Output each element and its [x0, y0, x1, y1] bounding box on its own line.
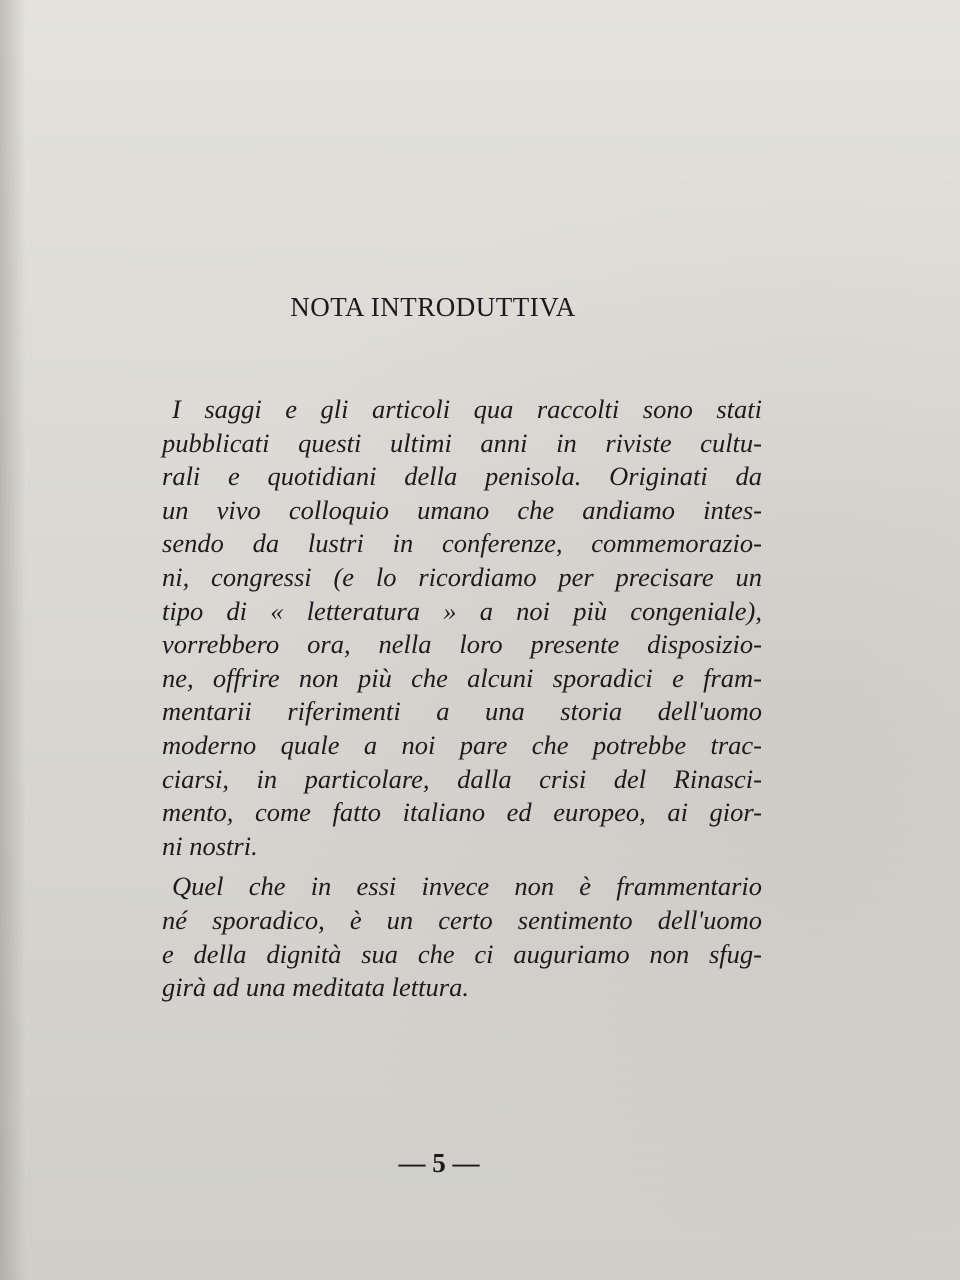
- paragraph-2: [162, 870, 762, 1004]
- text-line: I saggi e gli articoli qua raccolti sono stati: [172, 394, 762, 424]
- text-line: tipo di « letteratura » a noi più congeniale),: [162, 595, 762, 626]
- text-line: sendo da lustri in conferenze, commemorazio-: [162, 528, 762, 559]
- text-line: e della dignità sua che ci auguriamo non sfug-: [162, 938, 762, 969]
- text-line: ni nostri.: [162, 830, 258, 861]
- text-line: Quel che in essi invece non è frammentario: [172, 871, 762, 902]
- text-line: ciarsi, in particolare, dalla crisi del Rinasci-: [162, 763, 762, 794]
- paragraph-1: [162, 393, 762, 863]
- text-line: ne, offrire non più che alcuni sporadici e fram-: [162, 662, 762, 693]
- text-line: mento, come fatto italiano ed europeo, ai gior-: [162, 797, 762, 828]
- text-line: ni, congressi (e lo ricordiamo per precisare un: [162, 561, 762, 592]
- text-line: vorrebbero ora, nella loro presente disposizio-: [162, 629, 762, 660]
- page-title: NOTA INTRODUTTIVA: [290, 292, 576, 322]
- text-line: moderno quale a noi pare che potrebbe trac-: [162, 729, 762, 760]
- text-line: né sporadico, è un certo sentimento dell'uomo: [162, 904, 762, 935]
- text-line: rali e quotidiani della penisola. Originati da: [162, 461, 762, 492]
- introduction-text: [162, 393, 762, 1005]
- text-line: un vivo colloquio umano che andiamo intes-: [162, 494, 762, 525]
- text-line: mentarii riferimenti a una storia dell'uomo: [162, 696, 762, 727]
- page-edge-shadow: [0, 0, 26, 1280]
- text-line: pubblicati questi ultimi anni in riviste cultu-: [162, 427, 762, 458]
- text-line: girà ad una meditata lettura.: [162, 972, 469, 1003]
- page-number: — 5 —: [398, 1148, 480, 1178]
